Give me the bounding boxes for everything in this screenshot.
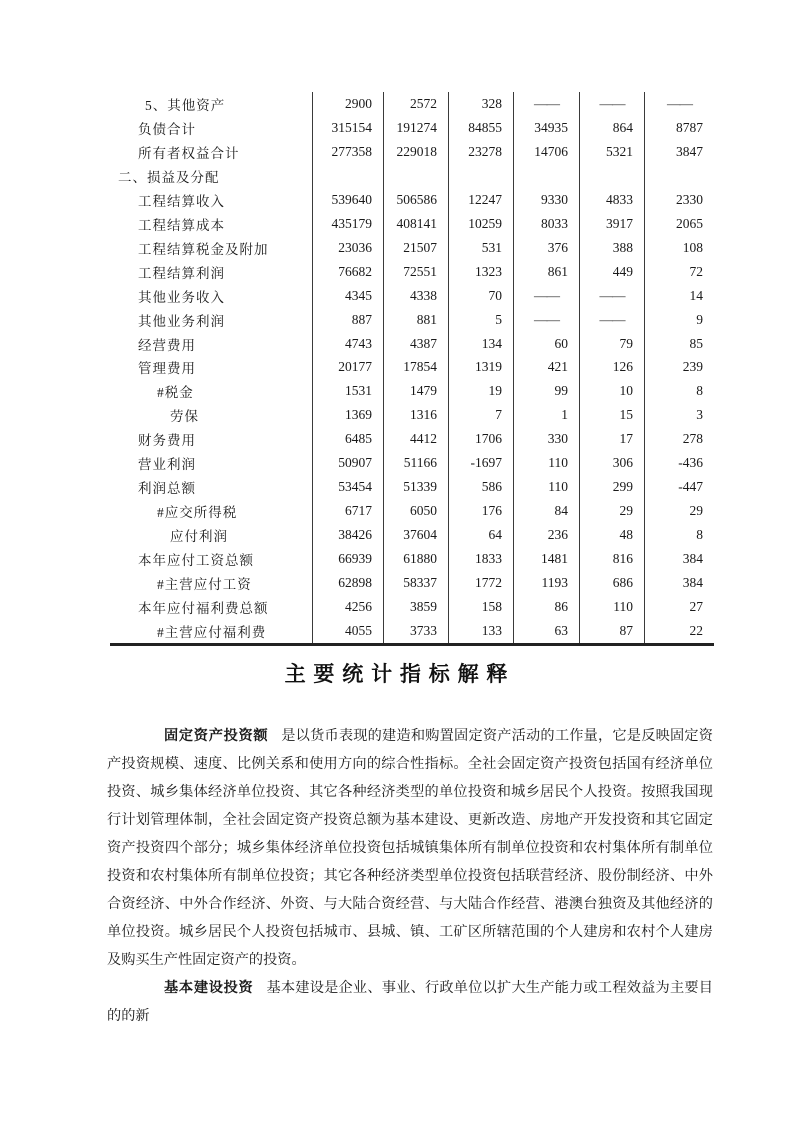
cell-value: 9330 [514,188,580,212]
cell-value: 66939 [313,547,384,571]
cell-value: 4833 [580,188,645,212]
cell-value: 3733 [384,619,449,643]
cell-empty-dash: —— [514,284,580,308]
cell-value: 85 [689,335,703,351]
table-row [110,212,714,236]
table-row [110,499,714,523]
cell-value: 1319 [449,355,514,379]
row-label: 本年应付工资总额 [110,547,313,571]
cell-value: 3847 [676,143,703,159]
cell-value: 6485 [313,427,384,451]
cell-value: 3917 [580,212,645,236]
cell-value: 299 [580,475,645,499]
section-heading: 主 要 统 计 指 标 解 释 [284,663,509,686]
table-row [110,451,714,475]
cell-value: 133 [449,619,514,643]
cell-value: 37604 [384,523,449,547]
row-label: #税金 [110,379,313,403]
row-label: 其他业务收入 [110,284,313,308]
cell-value: 70 [449,284,514,308]
cell-value [313,164,384,188]
cell-empty-dash: —— [667,95,692,111]
row-label: 应付利润 [110,523,313,547]
cell-value: 8033 [514,212,580,236]
cell-value: 277358 [313,140,384,164]
cell-value: 4338 [384,284,449,308]
cell-value: 58337 [384,571,449,595]
cell-value: 586 [449,475,514,499]
cell-value: 60 [514,332,580,356]
cell-value: 887 [313,308,384,332]
cell-value: 27 [689,598,703,614]
table-row [110,236,714,260]
row-label: 工程结算利润 [110,260,313,284]
definitions-section [107,722,713,1030]
table-row [110,332,714,356]
cell-value: 2065 [676,215,703,231]
cell-value: 388 [580,236,645,260]
row-label: 本年应付福利费总额 [110,595,313,619]
cell-value: 38426 [313,523,384,547]
table-row [110,284,714,308]
cell-value [580,164,645,188]
table-row [110,475,714,499]
cell-value: 62898 [313,571,384,595]
definition-text: 是以货币表现的建造和购置固定资产活动的工作量，它是反映固定资产投资规模、速度、比例关系和使用方向的综合性指标。全社会固定资产投资包括国有经济单位投资、城乡集体经济单位投资、其它各种经济类型的单位投资和城乡居民个人投资。按照我国现行计划管理体制，全社会固定资产投资总额为基本建设、更新改造、房地产开发投资和其它固定资产投资四个部分；城乡集体经济单位投资包括城镇集体所有制单位投资和农村集体所有制单位投资和农村集体所有制单位投资；其它各种经济类型单位投资包括联营经济、股份制经济、中外合资经济、中外合作经济、外资、与大陆合资经营、与大陆合作经营、港澳台独资及其他经济的单位投资。城乡居民个人投资包括城市、县城、镇、工矿区所辖范围的个人建房和农村个人建房及购买生产性固定资产的投资。 [107,728,713,968]
cell-value: 14 [689,287,703,303]
table-row [110,92,714,116]
row-label: 工程结算收入 [110,188,313,212]
cell-value: 76682 [313,260,384,284]
table-row [110,619,714,643]
cell-value: 539640 [313,188,384,212]
cell-value: 84855 [449,116,514,140]
cell-value: 72551 [384,260,449,284]
cell-value: 864 [580,116,645,140]
cell-value: 4387 [384,332,449,356]
cell-value: 881 [384,308,449,332]
cell-value: 1772 [449,571,514,595]
table-row [110,547,714,571]
cell-value: 861 [514,260,580,284]
cell-empty-dash: —— [580,92,645,116]
row-label: 二、损益及分配 [110,164,313,188]
definition-term: 固定资产投资额 [164,728,269,744]
row-label: 工程结算成本 [110,212,313,236]
cell-value: 29 [689,503,703,519]
cell-value: 6717 [313,499,384,523]
cell-value: 4412 [384,427,449,451]
cell-value: 1 [514,403,580,427]
cell-value: 158 [449,595,514,619]
table-row [110,260,714,284]
table-row [110,427,714,451]
table-row [110,523,714,547]
cell-value: 1369 [313,403,384,427]
cell-value: 4055 [313,619,384,643]
cell-value: 1833 [449,547,514,571]
cell-value: 5 [449,308,514,332]
cell-value [384,164,449,188]
cell-value: 87 [580,619,645,643]
cell-empty-dash: —— [514,308,580,332]
cell-value: 384 [682,551,703,567]
cell-value: 61880 [384,547,449,571]
cell-value: 1531 [313,379,384,403]
row-label: 管理费用 [110,355,313,379]
cell-value: 376 [514,236,580,260]
cell-value: 99 [514,379,580,403]
cell-value [645,164,714,188]
cell-value: 8787 [676,119,703,135]
cell-value: 330 [514,427,580,451]
table-row [110,571,714,595]
row-label: 5、其他资产 [110,92,313,116]
cell-value: 23278 [449,140,514,164]
cell-value: 19 [449,379,514,403]
table-row [110,140,714,164]
cell-value: 4743 [313,332,384,356]
cell-value: 50907 [313,451,384,475]
row-label: 财务费用 [110,427,313,451]
table-row [110,379,714,403]
cell-value: 63 [514,619,580,643]
cell-value: 7 [449,403,514,427]
cell-value: 239 [682,359,703,375]
cell-value: 686 [580,571,645,595]
row-label: 经营费用 [110,332,313,356]
table-row [110,188,714,212]
cell-value: 20177 [313,355,384,379]
cell-value: 2900 [313,92,384,116]
row-label: 工程结算税金及附加 [110,236,313,260]
cell-value: 126 [580,355,645,379]
cell-value: 306 [580,451,645,475]
cell-value: 3859 [384,595,449,619]
cell-value: 84 [514,499,580,523]
cell-value: 110 [514,451,580,475]
table-row [110,164,714,188]
cell-empty-dash: —— [514,92,580,116]
cell-value: 408141 [384,212,449,236]
row-label: 其他业务利润 [110,308,313,332]
table-row [110,355,714,379]
cell-value: 134 [449,332,514,356]
cell-value: 48 [580,523,645,547]
row-label: #应交所得税 [110,499,313,523]
cell-value: 3 [696,407,703,423]
definition-paragraph [107,722,713,974]
cell-value: 51339 [384,475,449,499]
cell-value: -447 [678,479,703,495]
cell-value: 435179 [313,212,384,236]
cell-value: 4345 [313,284,384,308]
cell-value: 5321 [580,140,645,164]
cell-value: 64 [449,523,514,547]
table-row [110,308,714,332]
cell-value: 531 [449,236,514,260]
cell-value: 1706 [449,427,514,451]
cell-value: 9 [696,311,703,327]
definition-paragraph [107,974,713,1030]
cell-value: 816 [580,547,645,571]
table-row [110,403,714,427]
cell-value: 6050 [384,499,449,523]
row-label: 负债合计 [110,116,313,140]
cell-value: 2572 [384,92,449,116]
cell-value: 51166 [384,451,449,475]
cell-value: 229018 [384,140,449,164]
cell-value: 110 [514,475,580,499]
cell-value: 449 [580,260,645,284]
cell-value: 79 [580,332,645,356]
row-label: 劳保 [110,403,313,427]
row-label: #主营应付福利费 [110,619,313,643]
cell-value [449,164,514,188]
table-row [110,595,714,619]
cell-empty-dash: —— [580,284,645,308]
cell-value: 72 [689,263,703,279]
cell-value: 12247 [449,188,514,212]
cell-value: 86 [514,595,580,619]
cell-value: 1479 [384,379,449,403]
cell-value: 23036 [313,236,384,260]
cell-value: 328 [449,92,514,116]
cell-value: 1323 [449,260,514,284]
definition-text: 基本建设是企业、事业、行政单位以扩大生产能力或工程效益为主要目的的新 [107,980,713,1024]
cell-value: -436 [678,455,703,471]
cell-value: 10259 [449,212,514,236]
cell-value: 278 [682,431,703,447]
cell-value: 53454 [313,475,384,499]
cell-value: 8 [696,383,703,399]
cell-value: 108 [682,239,703,255]
cell-value: 176 [449,499,514,523]
cell-value: 421 [514,355,580,379]
cell-value: 34935 [514,116,580,140]
cell-value: 2330 [676,191,703,207]
cell-value: 15 [580,403,645,427]
cell-value: 8 [696,527,703,543]
cell-value: 1193 [514,571,580,595]
cell-value: 21507 [384,236,449,260]
cell-value [514,164,580,188]
cell-value: 236 [514,523,580,547]
cell-value: -1697 [449,451,514,475]
cell-value: 10 [580,379,645,403]
cell-value: 29 [580,499,645,523]
definition-term: 基本建设投资 [164,980,254,996]
cell-value: 110 [580,595,645,619]
cell-value: 315154 [313,116,384,140]
cell-value: 1481 [514,547,580,571]
financial-statistics-table [110,92,714,646]
cell-value: 191274 [384,116,449,140]
cell-empty-dash: —— [580,308,645,332]
cell-value: 384 [682,575,703,591]
row-label: 利润总额 [110,475,313,499]
row-label: 营业利润 [110,451,313,475]
cell-value: 22 [689,622,703,638]
row-label: #主营应付工资 [110,571,313,595]
row-label: 所有者权益合计 [110,140,313,164]
table-row [110,116,714,140]
cell-value: 506586 [384,188,449,212]
cell-value: 1316 [384,403,449,427]
cell-value: 17854 [384,355,449,379]
cell-value: 17 [580,427,645,451]
cell-value: 14706 [514,140,580,164]
cell-value: 4256 [313,595,384,619]
